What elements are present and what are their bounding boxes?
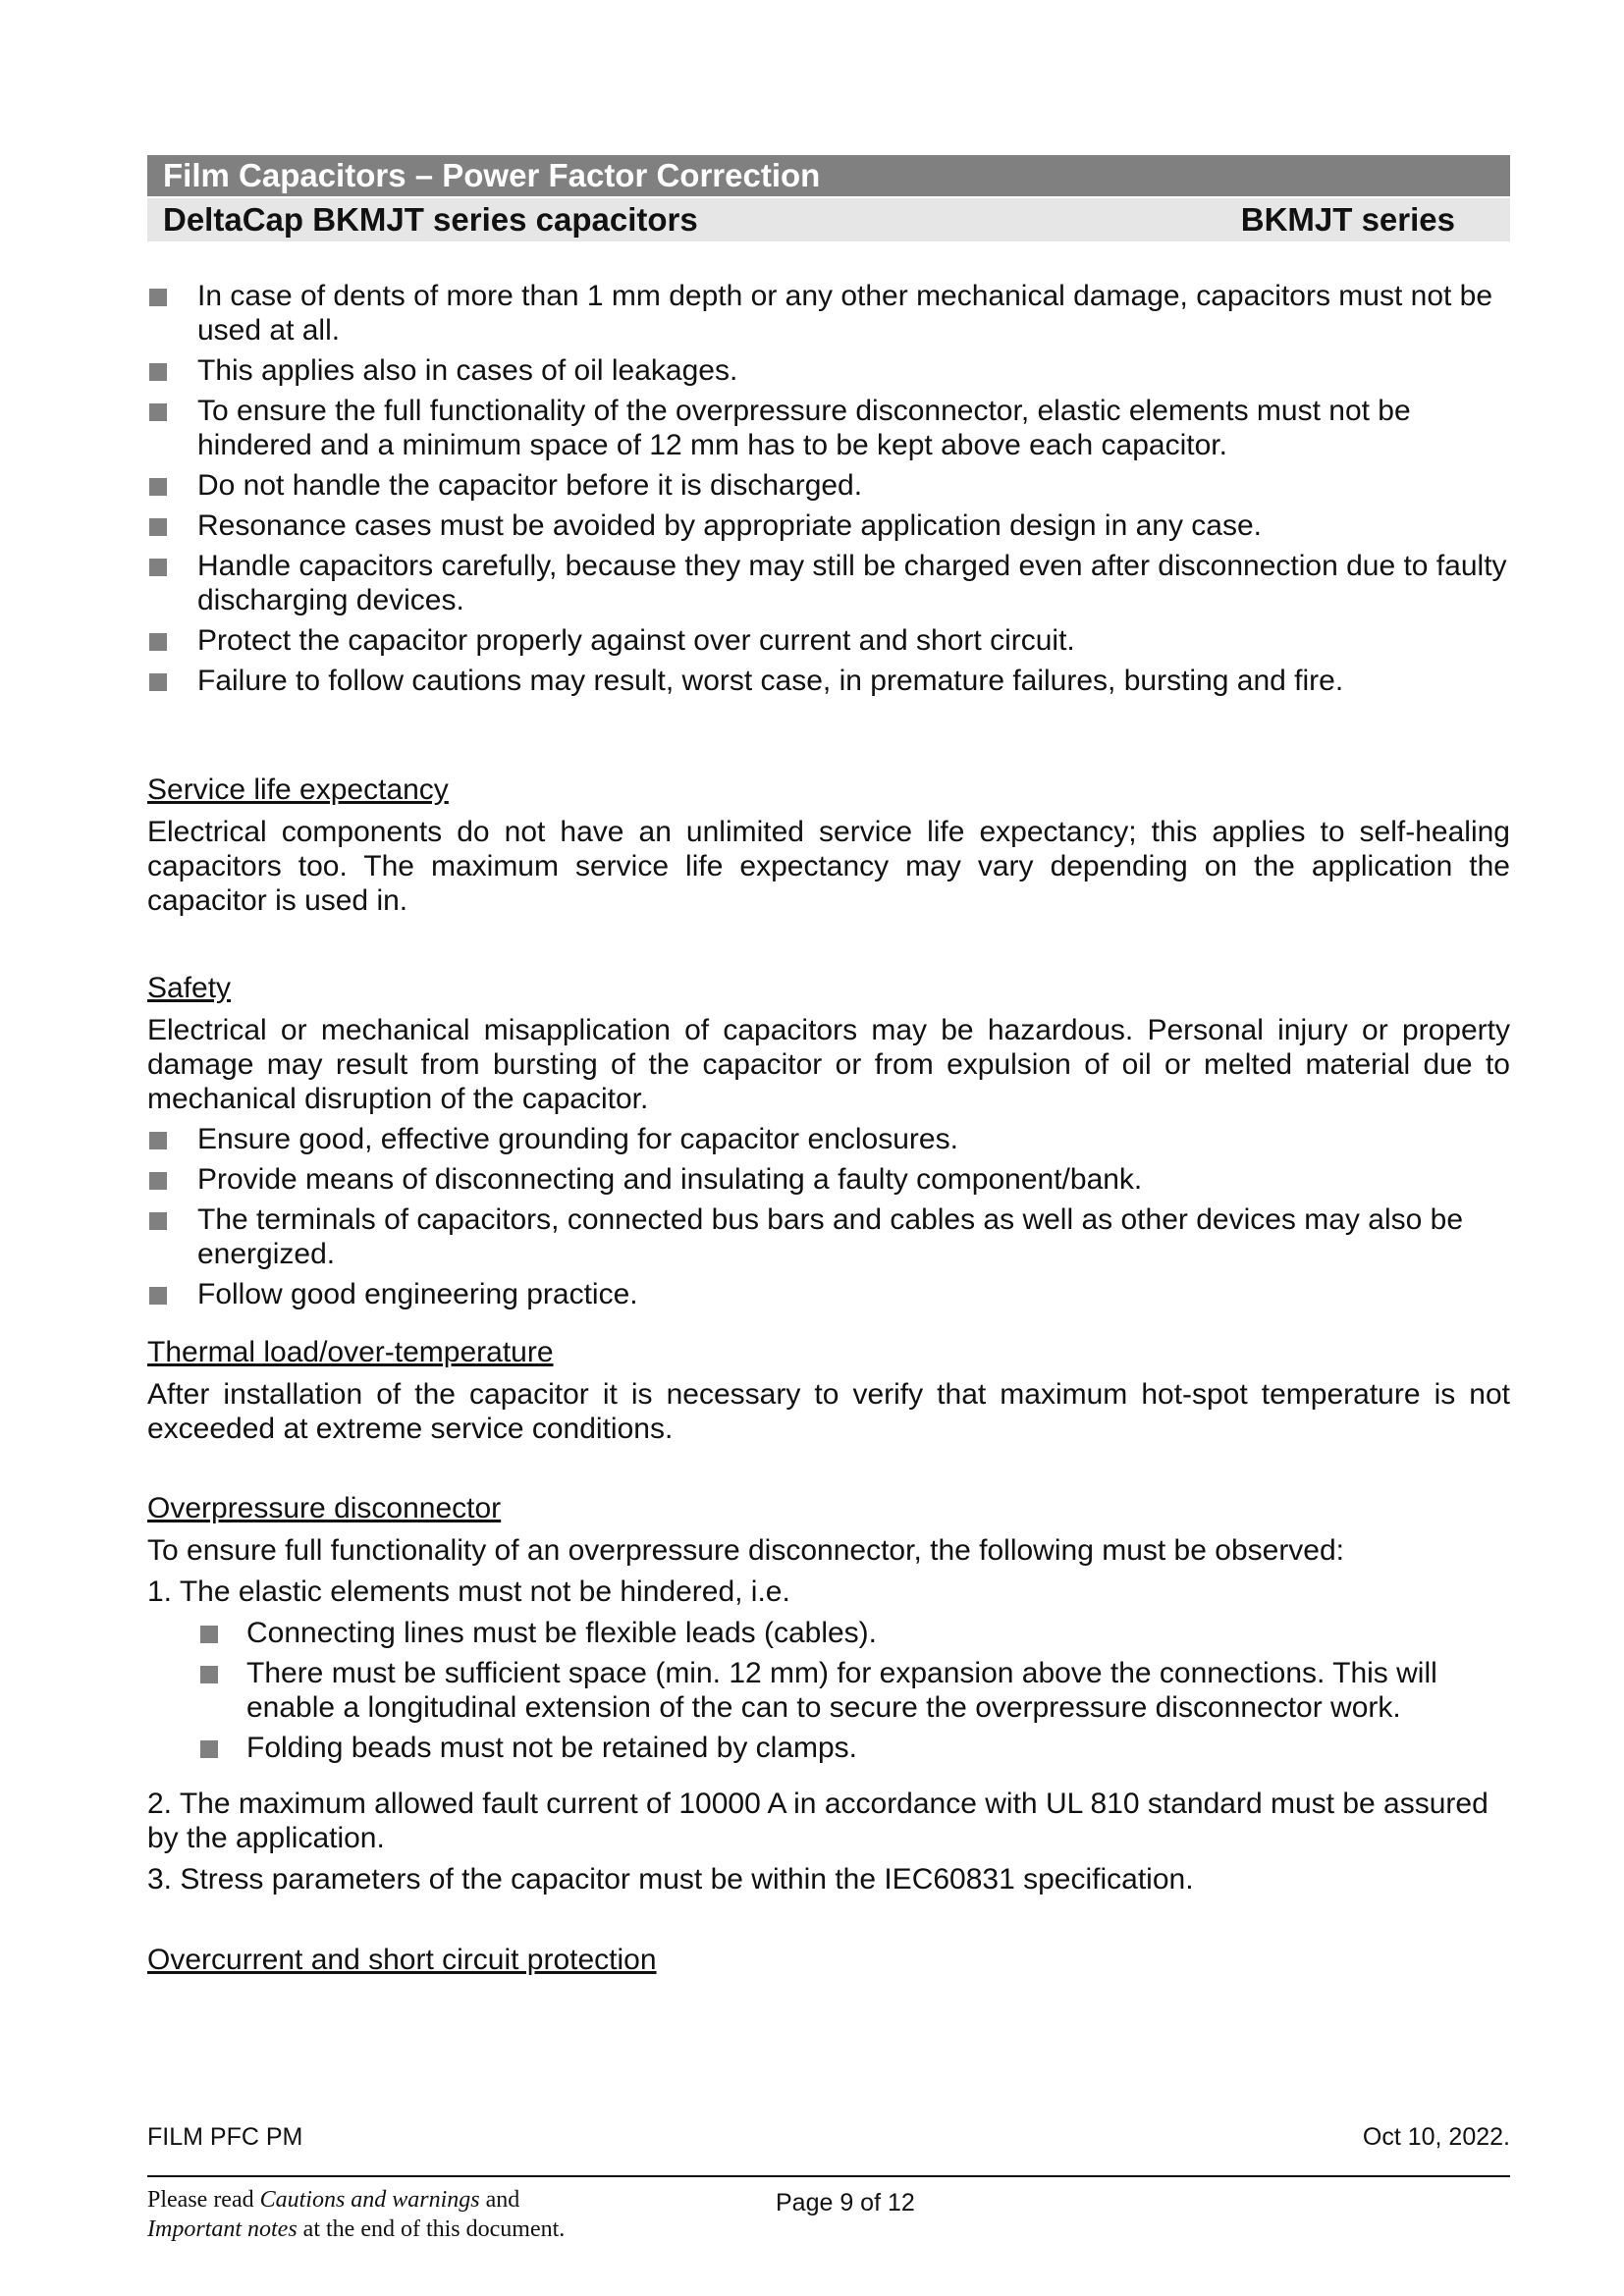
- overcurrent-heading: Overcurrent and short circuit protection: [147, 1944, 657, 1976]
- square-bullet-icon: [149, 633, 167, 651]
- footer-divider: [147, 2175, 1510, 2177]
- important-notes-link: Important notes: [147, 2216, 298, 2242]
- square-bullet-icon: [149, 559, 167, 576]
- page-number: Page 9 of 12: [776, 2189, 915, 2216]
- list-item: Do not handle the capacitor before it is discharged.: [147, 468, 1510, 503]
- square-bullet-icon: [149, 1287, 167, 1305]
- overpressure-point-2: 2. The maximum allowed fault current of 10000 A in accordance with UL 810 standard must be assured by the application.: [147, 1788, 1489, 1854]
- list-item: Folding beads must not be retained by clamps.: [147, 1731, 1510, 1765]
- safety-text: Electrical or mechanical misapplication of capacitors may be hazardous. Personal injury or property damage may result from bursting of the capacitor or from expulsion of oil or melted material due to mechanical disruption of the capacitor.: [147, 1014, 1510, 1115]
- list-item: Failure to follow cautions may result, worst case, in premature failures, bursting and fire.: [147, 664, 1510, 698]
- square-bullet-icon: [149, 478, 167, 496]
- cautions-list: [147, 279, 1510, 698]
- footer-doc-code: FILM PFC PM: [147, 2123, 303, 2151]
- overpressure-point-1: 1. The elastic elements must not be hindered, i.e.: [147, 1575, 790, 1608]
- safety-heading: Safety: [147, 972, 232, 1004]
- square-bullet-icon: [149, 289, 167, 306]
- service-life-text: Electrical components do not have an unlimited service life expectancy; this applies to self-healing capacitors too. The maximum service life expectancy may vary depending on the application the capacitor is used in.: [147, 816, 1510, 917]
- document-page: [147, 155, 1510, 1977]
- footer-date: Oct 10, 2022.: [1362, 2123, 1510, 2151]
- overpressure-intro: To ensure full functionality of an overpressure disconnector, the following must be observed:: [147, 1534, 1345, 1567]
- service-life-heading: Service life expectancy: [147, 774, 449, 806]
- header-series-code: BKMJT series: [1240, 201, 1455, 238]
- square-bullet-icon: [149, 1172, 167, 1190]
- square-bullet-icon: [149, 518, 167, 536]
- header-subtitle-bar: [147, 198, 1510, 241]
- list-item: To ensure the full functionality of the overpressure disconnector, elastic elements must not be hindered and a minimum space of 12 mm has to be kept above each capacitor.: [147, 394, 1510, 462]
- list-item: Follow good engineering practice.: [147, 1277, 1510, 1311]
- footer-notice: Please read Cautions and warnings and Important notes at the end of this document.: [147, 2187, 566, 2242]
- list-item: This applies also in cases of oil leakages.: [147, 353, 1510, 388]
- list-item: The terminals of capacitors, connected bus bars and cables as well as other devices may also be energized.: [147, 1202, 1510, 1271]
- thermal-text: After installation of the capacitor it is necessary to verify that maximum hot-spot temperature is not exceeded at extreme service conditions.: [147, 1378, 1510, 1445]
- footer-top-line: [147, 2123, 1510, 2152]
- header-series-name: DeltaCap BKMJT series capacitors: [163, 201, 698, 238]
- square-bullet-icon: [149, 673, 167, 691]
- overpressure-point-3: 3. Stress parameters of the capacitor must be within the IEC60831 specification.: [147, 1863, 1194, 1896]
- cautions-link: Cautions and warnings: [259, 2187, 480, 2213]
- header-title: Film Capacitors – Power Factor Correction: [147, 155, 1510, 196]
- safety-list: [147, 1122, 1510, 1311]
- thermal-heading: Thermal load/over-temperature: [147, 1336, 554, 1368]
- list-item: Ensure good, effective grounding for capacitor enclosures.: [147, 1122, 1510, 1156]
- square-bullet-icon: [200, 1740, 218, 1758]
- list-item: There must be sufficient space (min. 12 mm) for expansion above the connections. This will enable a longitudinal extension of the can to secure the overpressure disconnector work.: [147, 1656, 1510, 1725]
- list-item: Connecting lines must be flexible leads (cables).: [147, 1616, 1510, 1650]
- list-item: Resonance cases must be avoided by appropriate application design in any case.: [147, 508, 1510, 543]
- overpressure-heading: Overpressure disconnector: [147, 1492, 502, 1524]
- square-bullet-icon: [149, 403, 167, 421]
- square-bullet-icon: [200, 1666, 218, 1683]
- square-bullet-icon: [149, 1212, 167, 1230]
- list-item: Protect the capacitor properly against over current and short circuit.: [147, 623, 1510, 658]
- overpressure-sublist: [147, 1616, 1510, 1765]
- square-bullet-icon: [149, 1132, 167, 1149]
- list-item: In case of dents of more than 1 mm depth or any other mechanical damage, capacitors must not be used at all.: [147, 279, 1510, 347]
- square-bullet-icon: [149, 363, 167, 381]
- list-item: Provide means of disconnecting and insulating a faulty component/bank.: [147, 1162, 1510, 1197]
- square-bullet-icon: [200, 1626, 218, 1643]
- list-item: Handle capacitors carefully, because they may still be charged even after disconnection due to faulty discharging devices.: [147, 549, 1510, 617]
